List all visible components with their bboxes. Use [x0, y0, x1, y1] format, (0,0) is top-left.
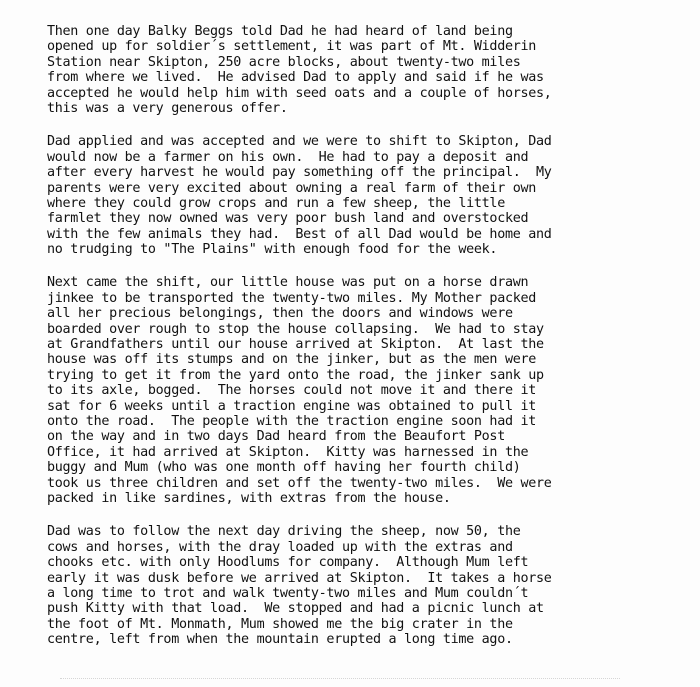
paragraph [47, 134, 697, 257]
text-line: this was a very generous offer. [47, 100, 288, 116]
document-body [47, 24, 697, 665]
text-line: trying to get it from the yard onto the road, the jinker sank up [47, 367, 544, 383]
text-line: parents were very excited about owning a real farm of their own [47, 180, 536, 196]
paragraph [47, 24, 697, 116]
text-line: packed in like sardines, with extras from the house. [47, 490, 451, 506]
text-line: the foot of Mt. Monmath, Mum showed me the big crater in the [47, 616, 513, 632]
text-line: from where we lived. He advised Dad to apply and said if he was [47, 70, 544, 86]
text-line: at Grandfathers until our house arrived at Skipton. At last the [47, 337, 544, 353]
text-line: early it was dusk before we arrived at Skipton. It takes a horse [47, 570, 552, 586]
text-line: Station near Skipton, 250 acre blocks, about twenty-two miles [47, 54, 521, 70]
text-line: farmlet they now owned was very poor bush land and overstocked [47, 211, 529, 227]
text-line: sat for 6 weeks until a traction engine was obtained to pull it [47, 398, 536, 414]
text-line: to its axle, bogged. The horses could not move it and there it [47, 383, 536, 399]
text-line: onto the road. The people with the traction engine soon had it [47, 413, 536, 429]
text-line: buggy and Mum (who was one month off having her fourth child) [47, 460, 521, 476]
paragraph [47, 524, 697, 647]
text-line: all her precious belongings, then the doors and windows were [47, 306, 513, 322]
text-line: with the few animals they had. Best of all Dad would be home and [47, 226, 552, 242]
paragraph [47, 275, 697, 506]
text-line: after every harvest he would pay something off the principal. My [47, 165, 552, 181]
text-line: Then one day Balky Beggs told Dad he had heard of land being [47, 24, 513, 39]
text-line: house was off its stumps and on the jinker, but as the men were [47, 352, 536, 368]
text-line: Office, it had arrived at Skipton. Kitty was harnessed in the [47, 444, 529, 460]
text-line: accepted he would help him with seed oats and a couple of horses, [47, 85, 552, 101]
text-line: on the way and in two days Dad heard from the Beaufort Post [47, 429, 505, 445]
text-line: opened up for soldier´s settlement, it was part of Mt. Widderin [47, 39, 536, 55]
text-line: chooks etc. with only Hoodlums for company. Although Mum left [47, 555, 529, 571]
scan-noise-divider [60, 678, 620, 681]
text-line: jinkee to be transported the twenty-two miles. My Mother packed [47, 290, 536, 306]
text-line: a long time to trot and walk twenty-two miles and Mum couldn´t [47, 585, 529, 601]
text-line: centre, left from when the mountain erupted a long time ago. [47, 632, 513, 648]
text-line: Next came the shift, our little house was put on a horse drawn [47, 275, 529, 291]
text-line: Dad was to follow the next day driving the sheep, now 50, the [47, 524, 521, 540]
text-line: cows and horses, with the dray loaded up with the extras and [47, 539, 513, 555]
text-line: where they could grow crops and run a few sheep, the little [47, 195, 505, 211]
text-line: took us three children and set off the twenty-two miles. We were [47, 475, 552, 491]
text-line: boarded over rough to stop the house collapsing. We had to stay [47, 321, 544, 337]
text-line: Dad applied and was accepted and we were to shift to Skipton, Dad [47, 134, 552, 150]
text-line: would now be a farmer on his own. He had to pay a deposit and [47, 149, 529, 165]
text-line: push Kitty with that load. We stopped and had a picnic lunch at [47, 601, 544, 617]
text-line: no trudging to "The Plains" with enough food for the week. [47, 242, 498, 258]
